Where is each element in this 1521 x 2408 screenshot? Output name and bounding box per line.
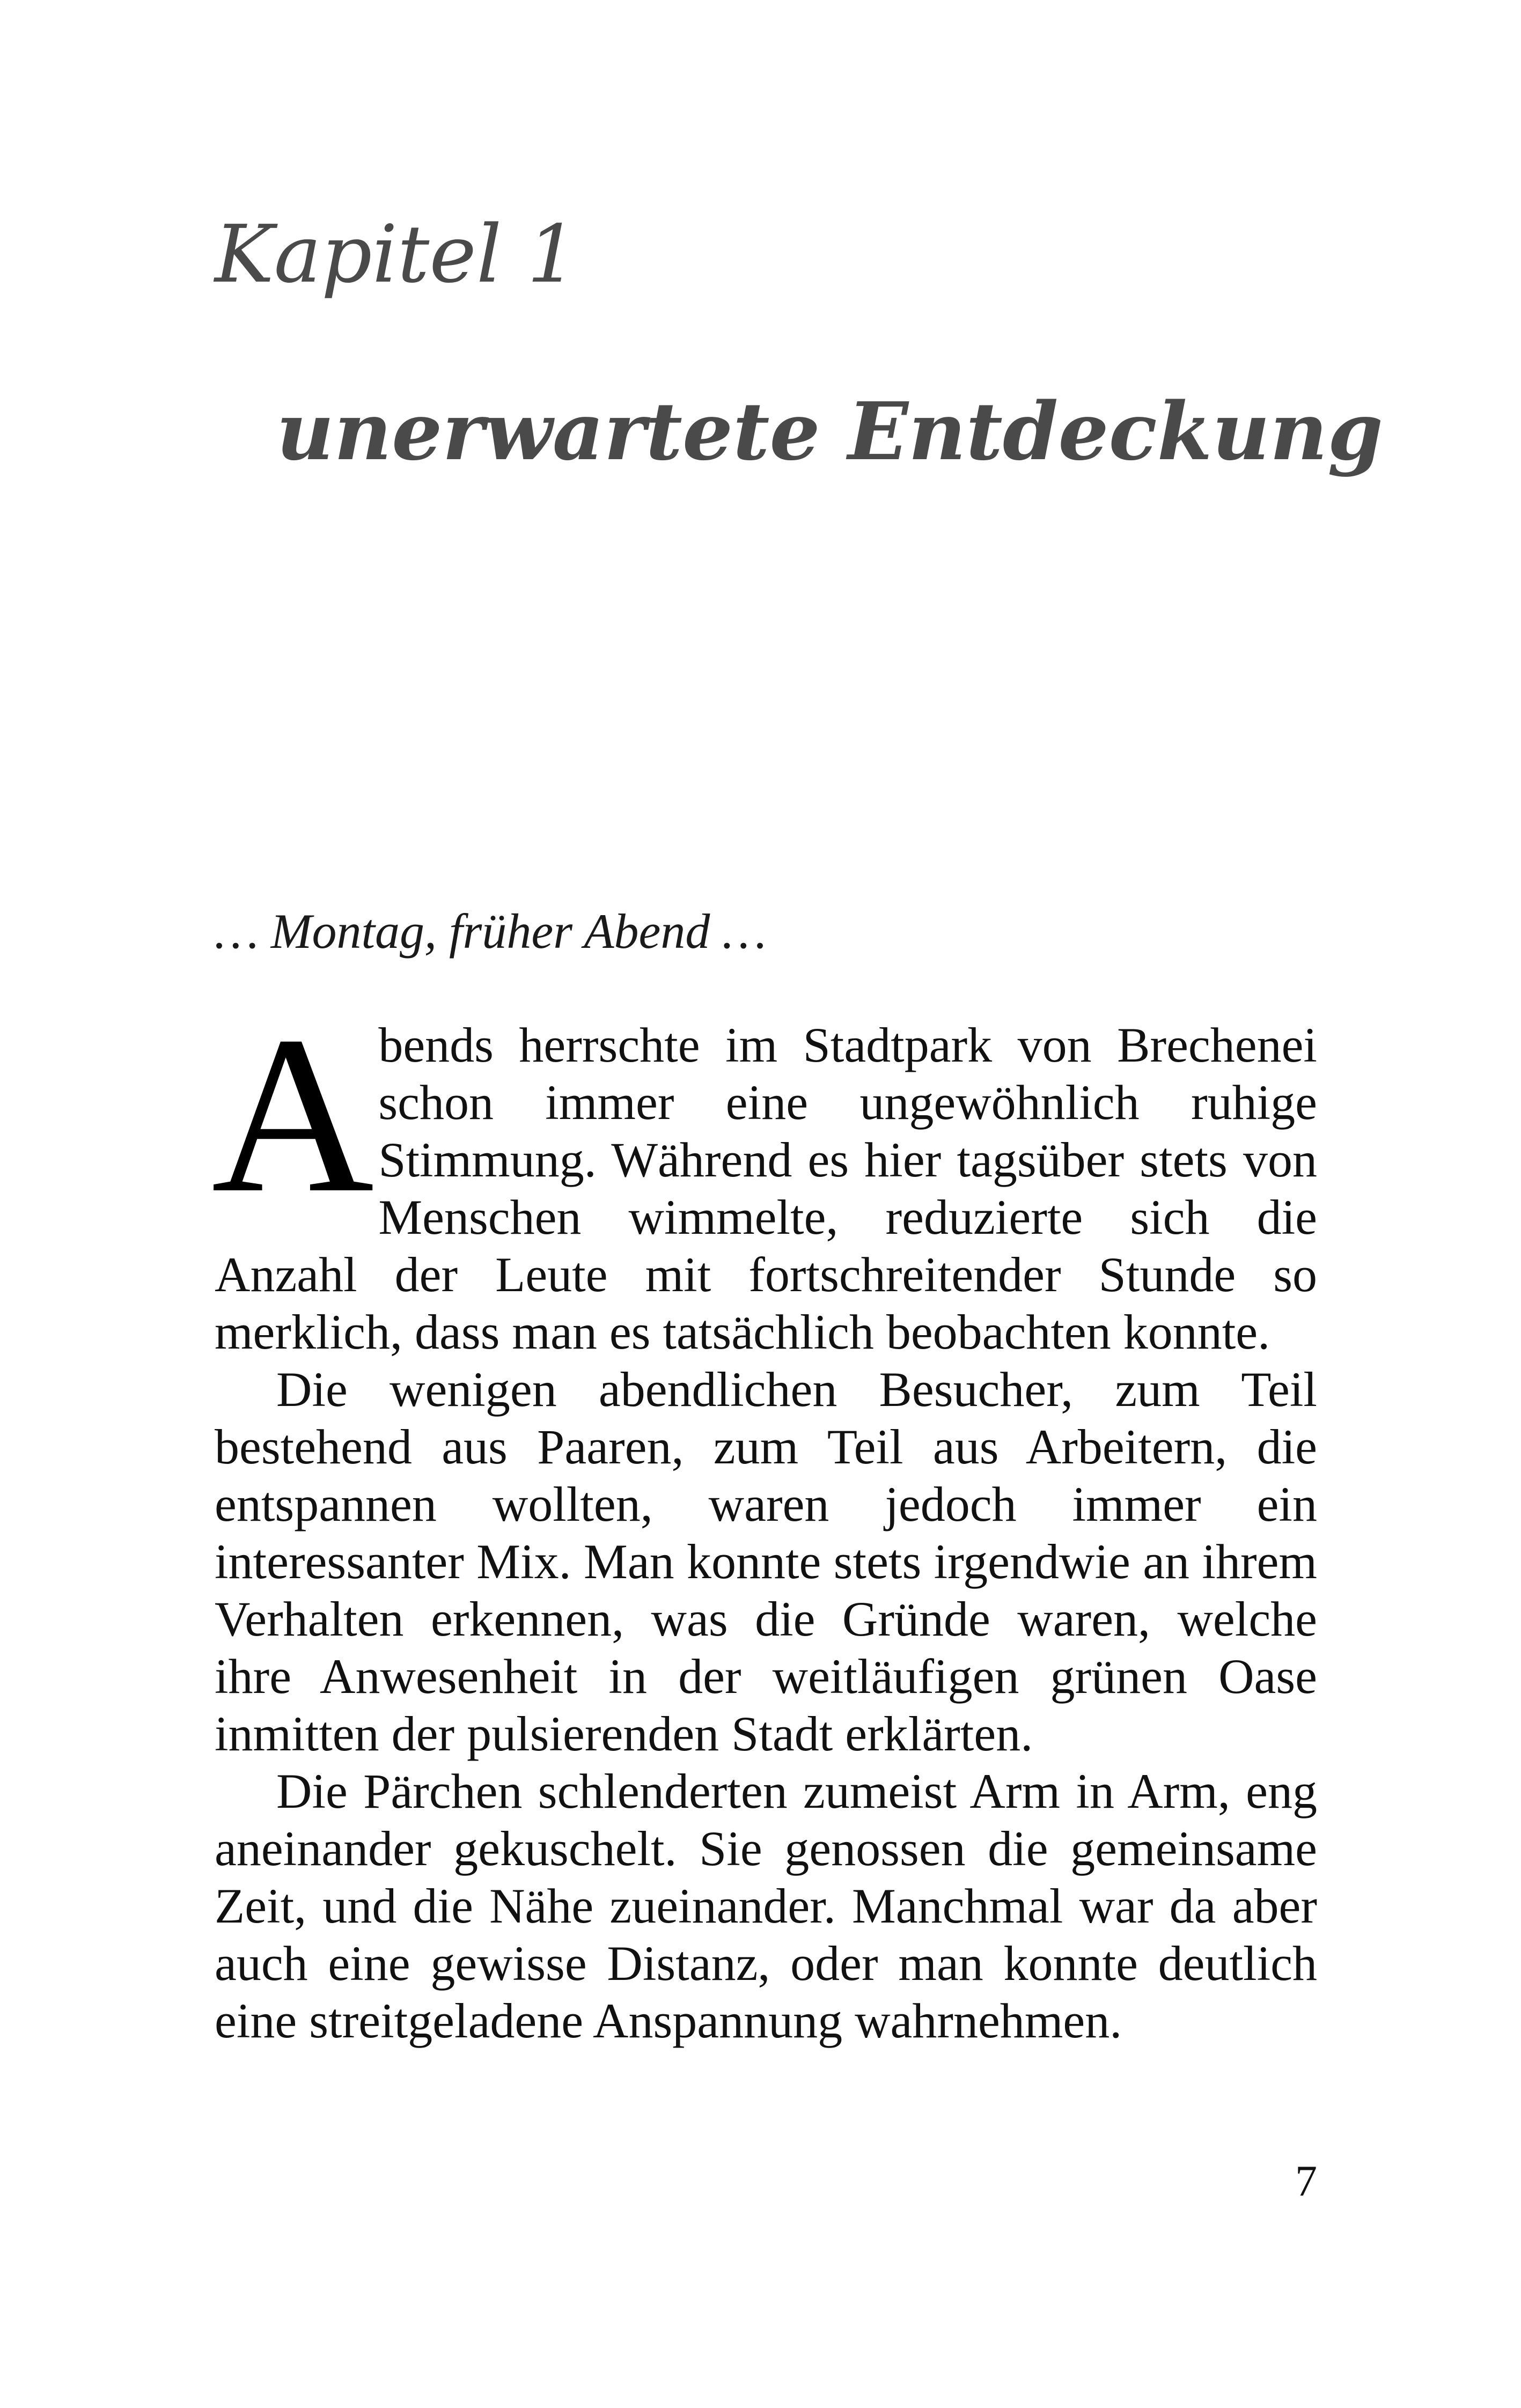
- paragraph-2: Die wenigen abendlichen Besucher, zum Teil bestehend aus Paaren, zum Teil aus Arbeitern, die entspannen wollten, waren jedoch immer ein interessanter Mix. Man konnte stets irgendwie an ihrem Verhalten erkennen, was die Gründe waren, welche ihre Anwesenheit in der weitläufigen grünen Oase inmitten der pulsierenden Stadt erklärten.: [215, 1362, 1317, 1761]
- chapter-body: [211, 990, 1317, 2050]
- paragraph-1-text: bends herrschte im Stadtpark von Brechenei schon immer eine ungewöhnlich ruhige Stimmung. Während es hier tagsüber stets von Menschen wimmelte, reduzierte sich die Anzahl der Leute mit fortschreitender Stunde so merklich, dass man es tatsächlich beobachten konnte.: [215, 1018, 1317, 1359]
- scene-timestamp: … Montag, früher Abend …: [215, 904, 767, 959]
- paragraph-1: [211, 990, 1317, 1361]
- drop-cap: A: [211, 990, 374, 1239]
- paragraph-3: Die Pärchen schlenderten zumeist Arm in Arm, eng aneinander gekuschelt. Sie genossen die gemeinsame Zeit, und die Nähe zueinander. Manchmal war da aber auch eine gewisse Distanz, oder man konnte deutlich eine streitgeladene Anspannung wahrnehmen.: [215, 1764, 1317, 2048]
- page-number: 7: [1295, 2156, 1317, 2205]
- chapter-title: unerwartete Entdeckung: [276, 385, 1383, 478]
- chapter-number: Kapitel 1: [215, 208, 578, 300]
